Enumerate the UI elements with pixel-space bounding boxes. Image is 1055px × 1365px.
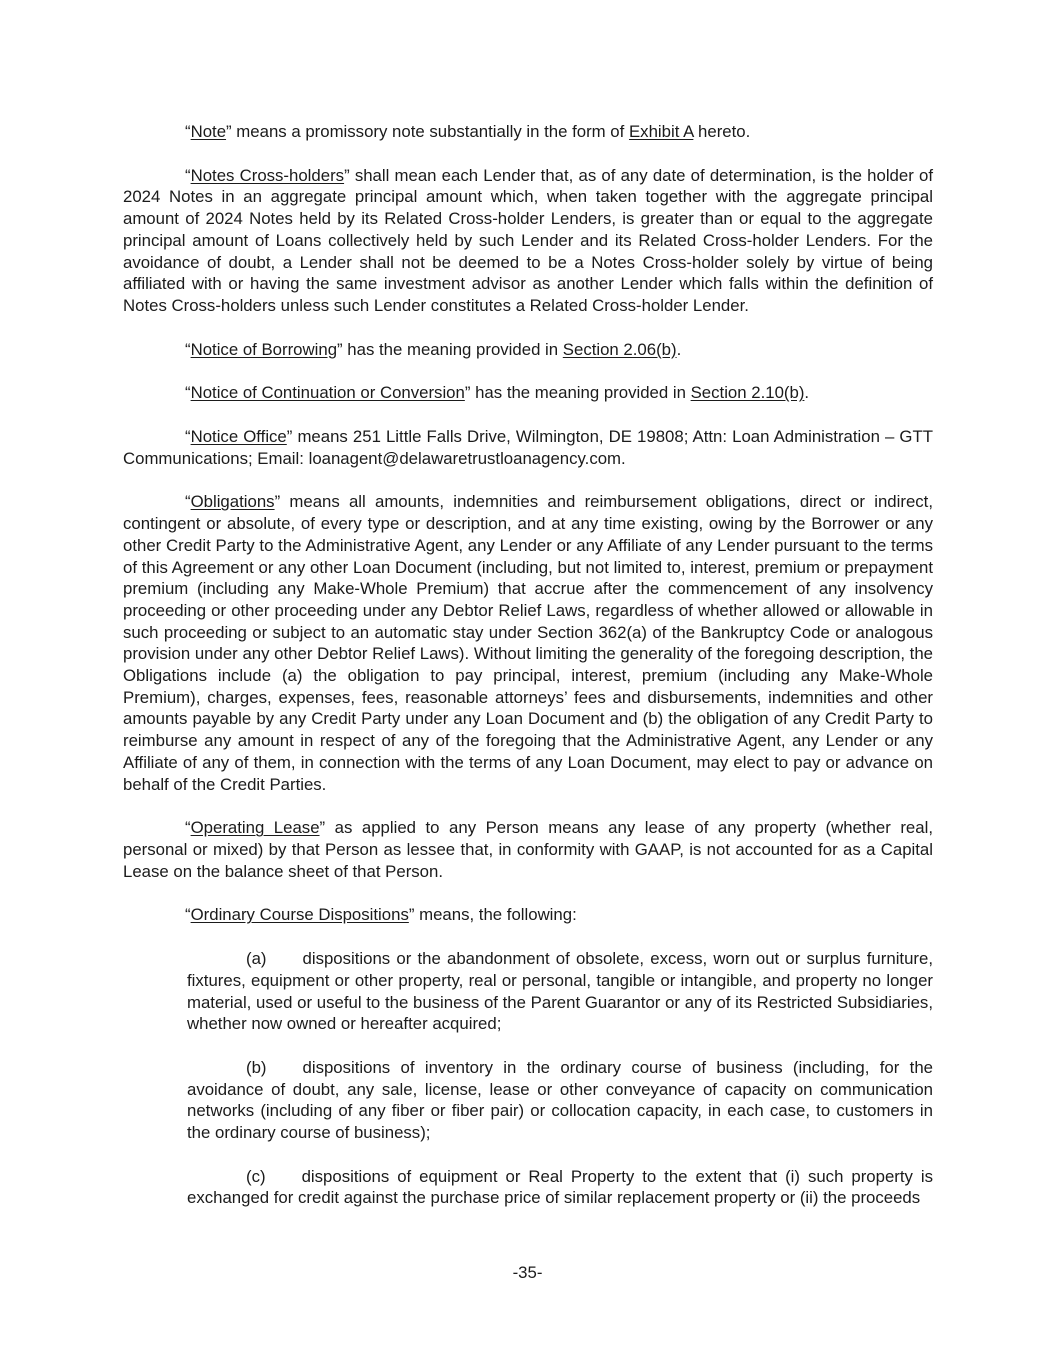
- text-run: ” shall mean each Lender that, as of any date of determination, is the holder of 2024 Notes in an aggregate principal amount which, when taken together with the aggregate principal amount of 2024 Notes held by its Related Cross-holder Lenders, is greater than or equal to the aggregate principal amount of Loans collectively held by such Lender and its Related Cross-holder Lenders. For the avoidance of doubt, a Lender shall not be deemed to be a Notes Cross-holder solely by virtue of being affiliated with or having the same investment advisor as another Lender which falls within the definition of Notes Cross-holders unless such Lender constitutes a Related Cross-holder Lender.: [123, 165, 933, 315]
- text-run: ” has the meaning provided in: [337, 339, 563, 359]
- defined-term: Notes Cross-holders: [190, 165, 345, 185]
- defined-term: Notice of Borrowing: [190, 339, 338, 359]
- page-number: -35-: [512, 1263, 543, 1282]
- clause-a: [187, 948, 933, 1035]
- clause-b: [187, 1057, 933, 1144]
- defined-term: Notice Office: [190, 427, 287, 447]
- text-run: ” means, the following:: [408, 905, 577, 925]
- defined-term: Ordinary Course Dispositions: [190, 905, 409, 925]
- text-run: ” as applied to any Person means any lease of any property (whether real, personal or mixed) by that Person as lessee that, in conformity with GAAP, is not accounted for as a Capital Lease on the balance sheet of that Person.: [123, 818, 933, 881]
- text-run: ” means a promissory note substantially in the form of: [226, 122, 629, 141]
- text-run: “: [185, 339, 191, 359]
- defined-term: Section 2.06(b): [562, 339, 677, 359]
- text-run: .: [676, 339, 682, 359]
- clause-c: [187, 1166, 933, 1209]
- text-run: “: [185, 122, 191, 141]
- text-run: ” means 251 Little Falls Drive, Wilmington, DE 19808; Attn: Loan Administration – GTT Communications; Email: loanagent@delawaretrustloanagency.com.: [123, 427, 933, 468]
- definition-notes-cross-holders: [123, 165, 933, 317]
- defined-term: Obligations: [190, 492, 275, 512]
- definition-notice-of-continuation-or-conversion: [123, 382, 933, 404]
- defined-term: Exhibit A: [628, 122, 694, 141]
- text-run: “: [185, 165, 191, 185]
- text-run: “: [185, 818, 191, 838]
- document-body: [123, 121, 933, 1231]
- defined-term: Section 2.10(b): [690, 383, 805, 403]
- text-run: “: [185, 427, 191, 447]
- text-run: ” has the meaning provided in: [464, 383, 691, 403]
- definition-notice-of-borrowing: [123, 339, 933, 361]
- text-run: hereto.: [693, 122, 751, 141]
- definition-obligations: [123, 491, 933, 795]
- definition-note: [123, 121, 933, 143]
- definition-ordinary-course-dispositions: [123, 904, 933, 926]
- text-run: dispositions of inventory in the ordinary course of business (including, for the avoidance of doubt, any sale, license, lease or other conveyance of capacity on communication networks (including of any fiber or fiber pair) or collocation capacity, in each case, to customers in the ordinary course of business);: [187, 1057, 933, 1143]
- text-run: “: [185, 383, 191, 403]
- text-run: (a): [246, 949, 267, 969]
- text-run: “: [185, 492, 191, 512]
- text-run: “: [185, 905, 191, 925]
- definition-operating-lease: [123, 817, 933, 882]
- text-run: dispositions of equipment or Real Property to the extent that (i) such property is exchanged for credit against the purchase price of similar replacement property or (ii) the proceeds: [187, 1166, 933, 1208]
- defined-term: Note: [190, 122, 227, 141]
- text-run: (b): [246, 1057, 267, 1077]
- definition-notice-office: [123, 426, 933, 469]
- text-run: ” means all amounts, indemnities and reimbursement obligations, direct or indirect, contingent or absolute, of every type or description, and at any time existing, owing by the Borrower or any other Credit Party to the Administrative Agent, any Lender or any Affiliate of any Lender pursuant to the terms of this Agreement or any other Loan Document (including, but not limited to, interest, premium or prepayment premium (including any Make-Whole Premium) that accrue after the commencement of any insolvency proceeding or other proceeding under any Debtor Relief Laws, regardless of whether allowed or allowable in such proceeding or subject to an automatic stay under Section 362(a) of the Bankruptcy Code or analogous provision under any other Debtor Relief Laws). Without limiting the generality of the foregoing description, the Obligations include (a) the obligation to pay principal, interest, premium (including any Make-Whole Premium), charges, expenses, fees, reasonable attorneys’ fees and disbursements, indemnities and other amounts payable by any Credit Party under any Loan Document and (b) the obligation of any Credit Party to reimburse any amount in respect of any of the foregoing that the Administrative Agent, any Lender or any Affiliate of any of them, in connection with the terms of any Loan Document, may elect to pay or advance on behalf of the Credit Parties.: [123, 492, 933, 794]
- defined-term: Notice of Continuation or Conversion: [190, 383, 465, 403]
- text-run: dispositions or the abandonment of obsolete, excess, worn out or surplus furniture, fixtures, equipment or other property, real or personal, tangible or intangible, and property no longer material, used or useful to the business of the Parent Guarantor or any of its Restricted Subsidiaries, whether now owned or hereafter acquired;: [187, 949, 933, 1034]
- defined-term: Operating Lease: [190, 818, 320, 838]
- text-run: (c): [246, 1166, 266, 1186]
- text-run: .: [804, 383, 810, 403]
